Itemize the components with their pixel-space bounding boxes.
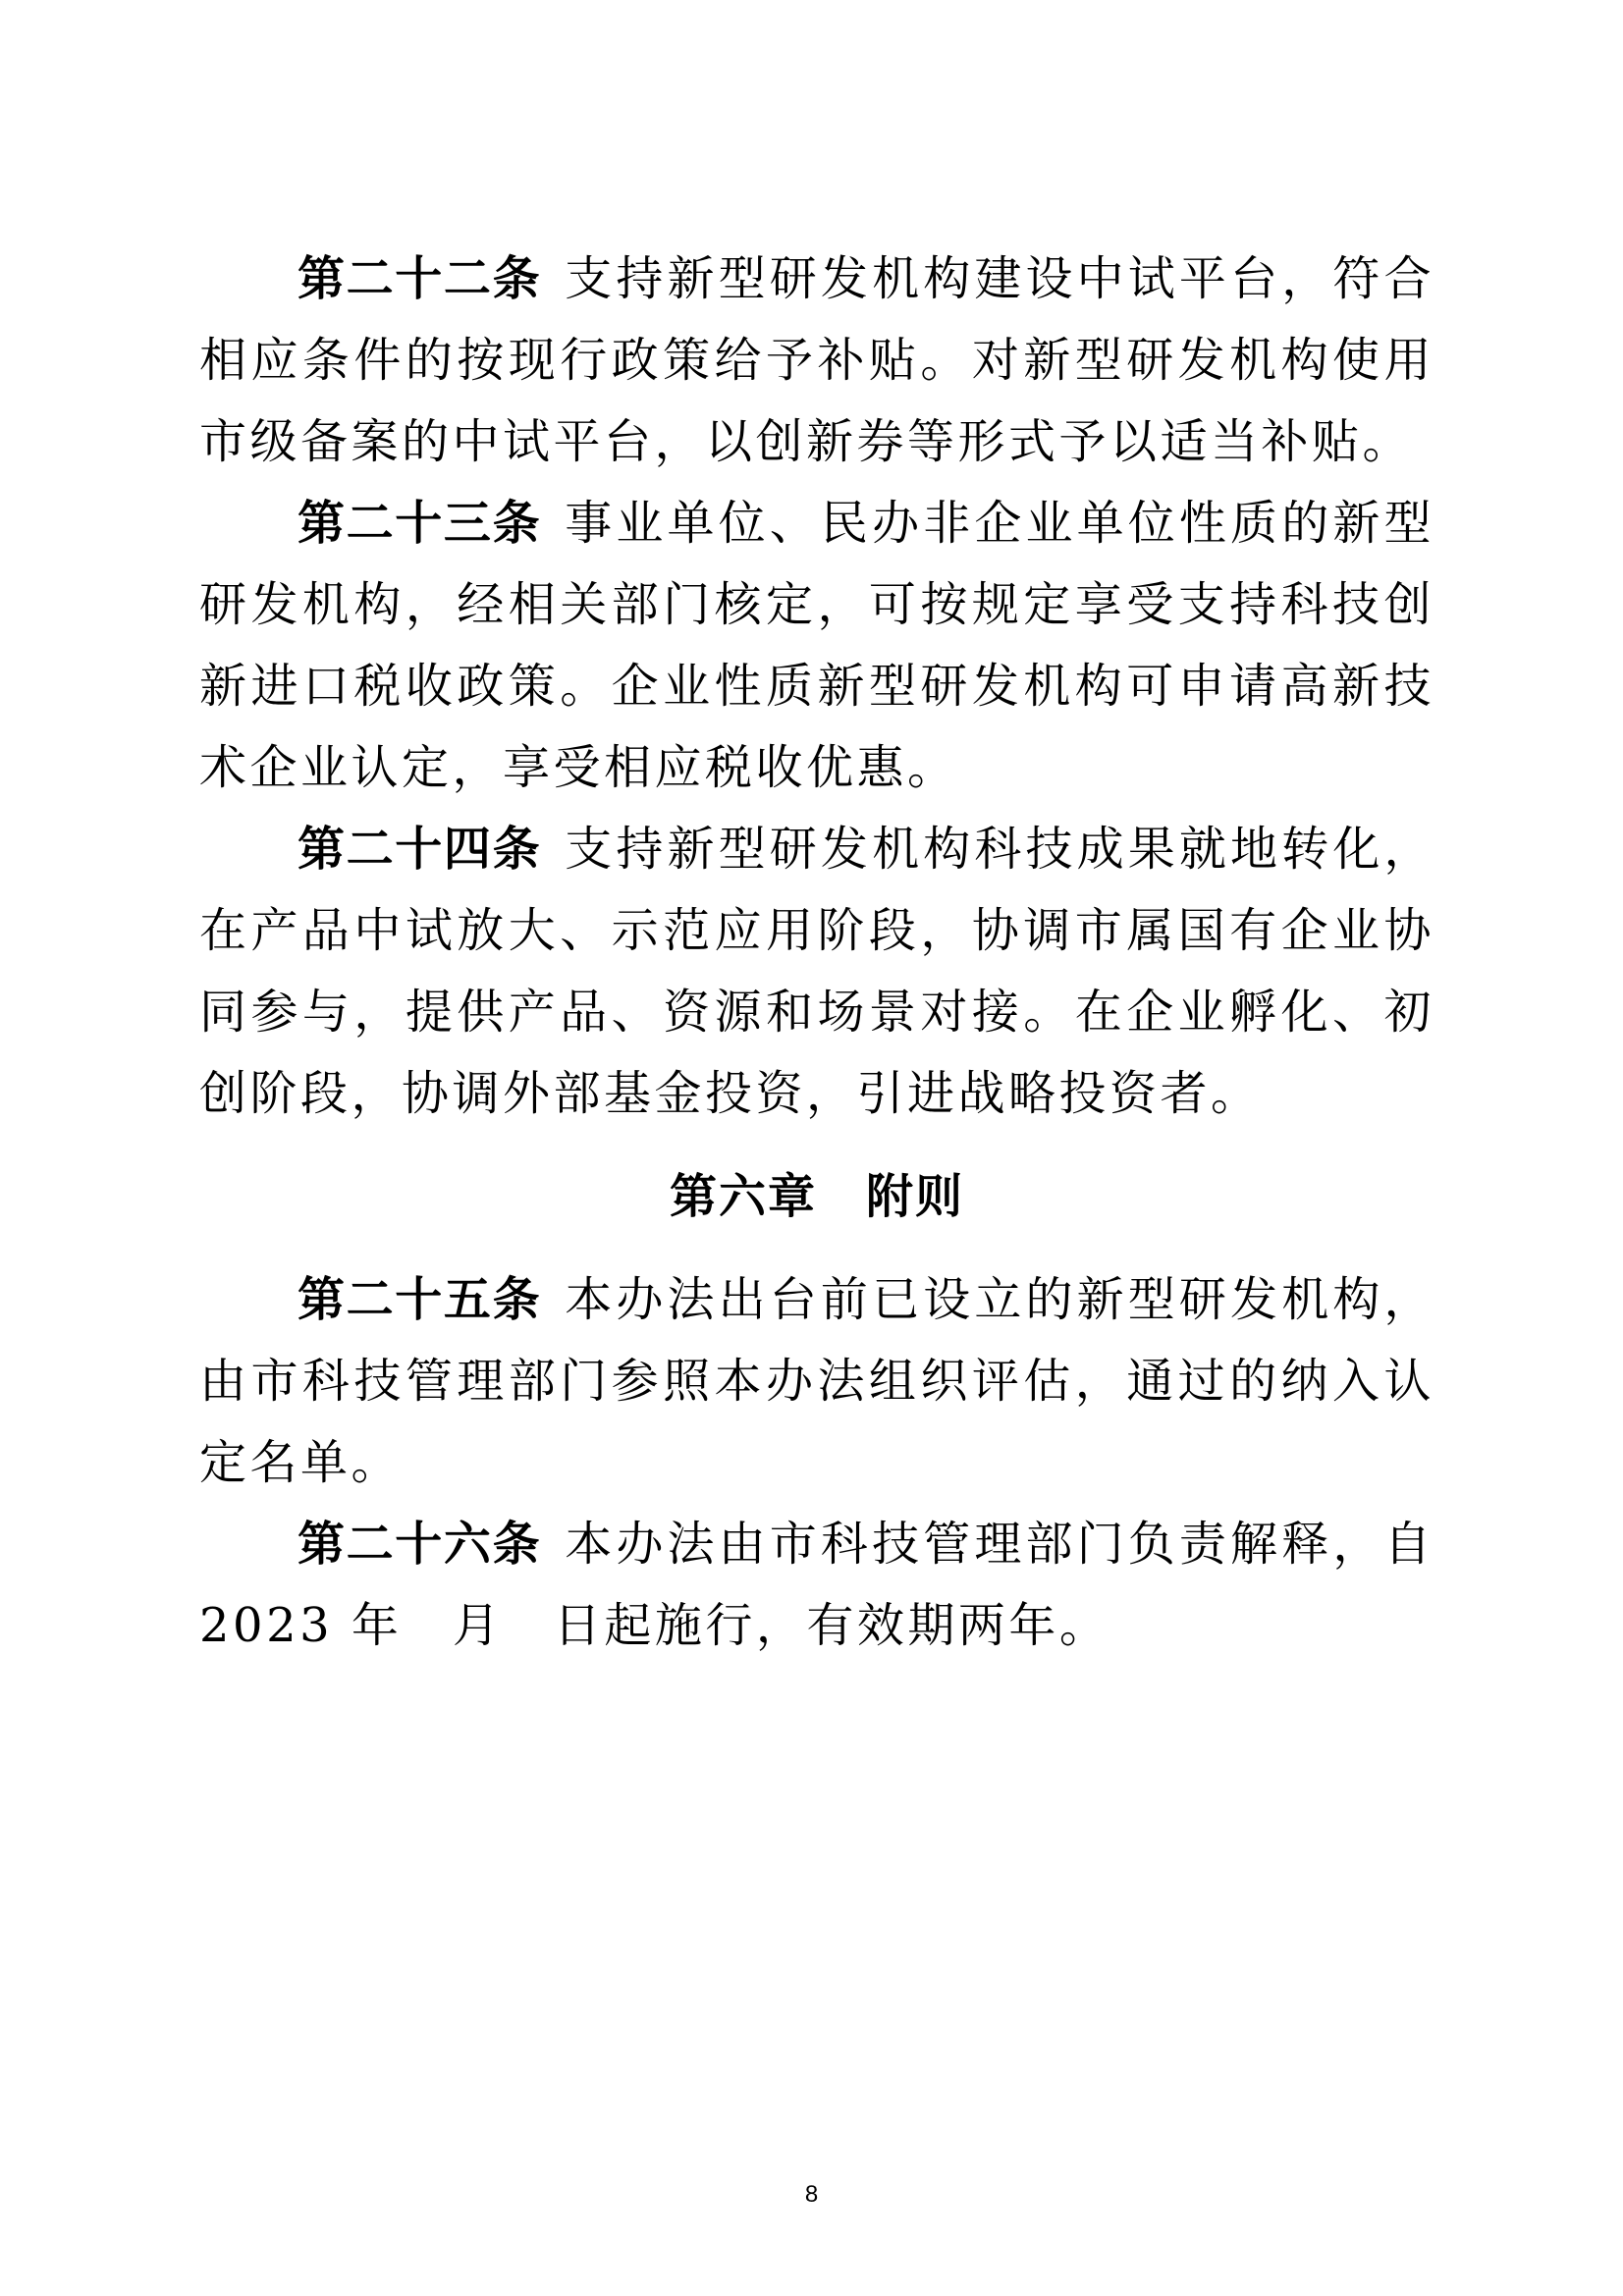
article-26: [199, 1504, 1434, 1667]
article-text: 本办法出台前已设立的新型研发机构，由市科技管理部门参照本办法组织评估，通过的纳入认定名单。: [199, 1272, 1434, 1490]
article-23: [199, 483, 1434, 809]
article-title: 第二十二条: [298, 251, 542, 306]
article-text: 支持新型研发机构建设中试平台，符合相应条件的按现行政策给予补贴。对新型研发机构使用市级备案的中试平台，以创新券等形式予以适当补贴。: [199, 251, 1434, 469]
page-number: 8: [804, 2181, 819, 2208]
article-title: 第二十六条: [298, 1517, 542, 1572]
article-title: 第二十三条: [298, 496, 542, 551]
document-body: [199, 239, 1434, 1667]
article-title: 第二十五条: [298, 1272, 542, 1327]
article-22: [199, 239, 1434, 483]
article-text: 本办法由市科技管理部门负责解释，自2023 年 月 日起施行，有效期两年。: [199, 1517, 1434, 1653]
chapter-number: 第六章: [669, 1169, 817, 1224]
article-text: 支持新型研发机构科技成果就地转化，在产品中试放大、示范应用阶段，协调市属国有企业协同参与，提供产品、资源和场景对接。在企业孵化、初创阶段，协调外部基金投资，引进战略投资者。: [199, 822, 1434, 1121]
chapter-heading: [199, 1156, 1434, 1238]
article-24: [199, 809, 1434, 1135]
article-text: 事业单位、民办非企业单位性质的新型研发机构，经相关部门核定，可按规定享受支持科技创新进口税收政策。企业性质新型研发机构可申请高新技术企业认定，享受相应税收优惠。: [199, 496, 1434, 795]
chapter-name: 附则: [866, 1169, 965, 1224]
article-title: 第二十四条: [298, 822, 542, 877]
article-25: [199, 1259, 1434, 1504]
